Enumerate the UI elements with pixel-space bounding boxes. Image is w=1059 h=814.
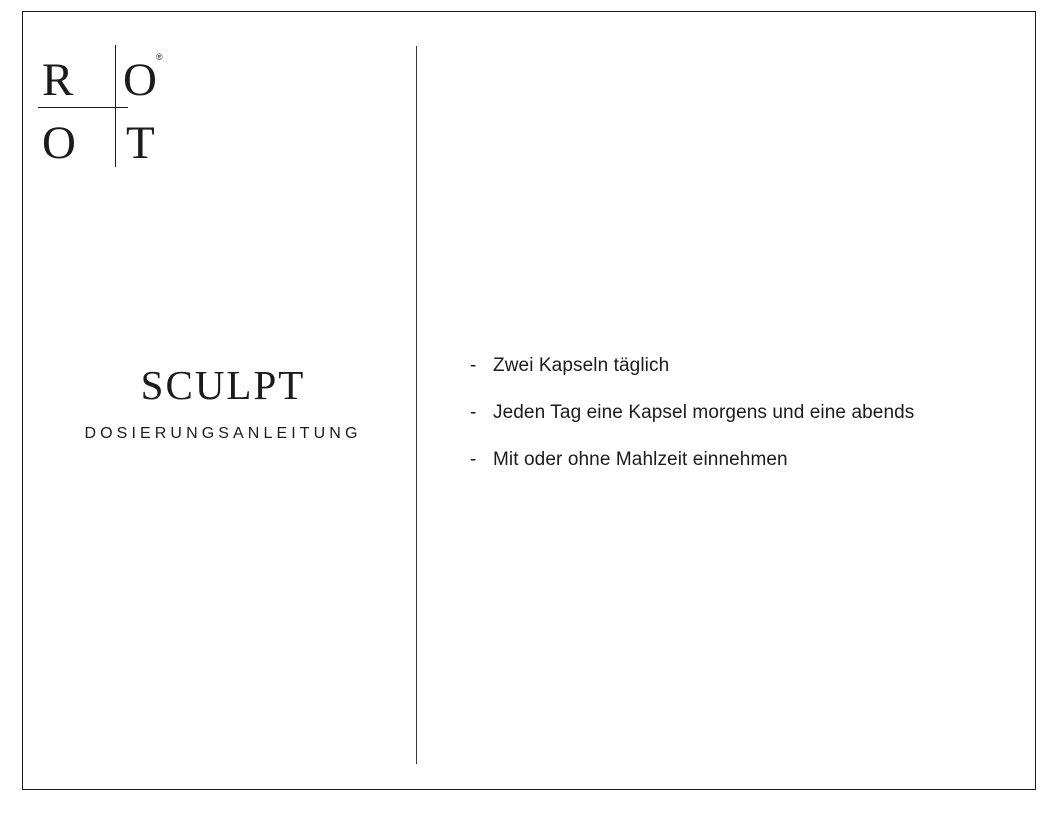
title-block [38, 362, 408, 444]
vertical-divider [416, 46, 417, 764]
page-title: SCULPT [140, 362, 306, 408]
registered-trademark-icon: ® [156, 52, 163, 62]
list-bullet: - [470, 449, 477, 470]
list-item-label: Jeden Tag eine Kapsel morgens und eine abends [493, 402, 915, 423]
list-item [470, 352, 1010, 380]
logo-letter-o-top: O [123, 54, 157, 106]
list-bullet: - [470, 402, 477, 423]
instructions-list [470, 352, 1010, 493]
list-item [470, 399, 1010, 427]
logo-vertical-rule [115, 45, 116, 167]
logo-horizontal-rule [38, 107, 128, 108]
list-item-label: Zwei Kapseln täglich [493, 355, 670, 376]
list-bullet: - [470, 355, 477, 376]
logo-letter-r: R [42, 54, 74, 106]
logo-letter-t: T [126, 117, 155, 169]
page-subtitle: DOSIERUNGSANLEITUNG [84, 425, 362, 442]
root-logo [38, 45, 163, 169]
logo-letter-o-bottom: O [42, 117, 76, 169]
list-item [470, 446, 1010, 474]
list-item-label: Mit oder ohne Mahlzeit einnehmen [493, 449, 788, 470]
